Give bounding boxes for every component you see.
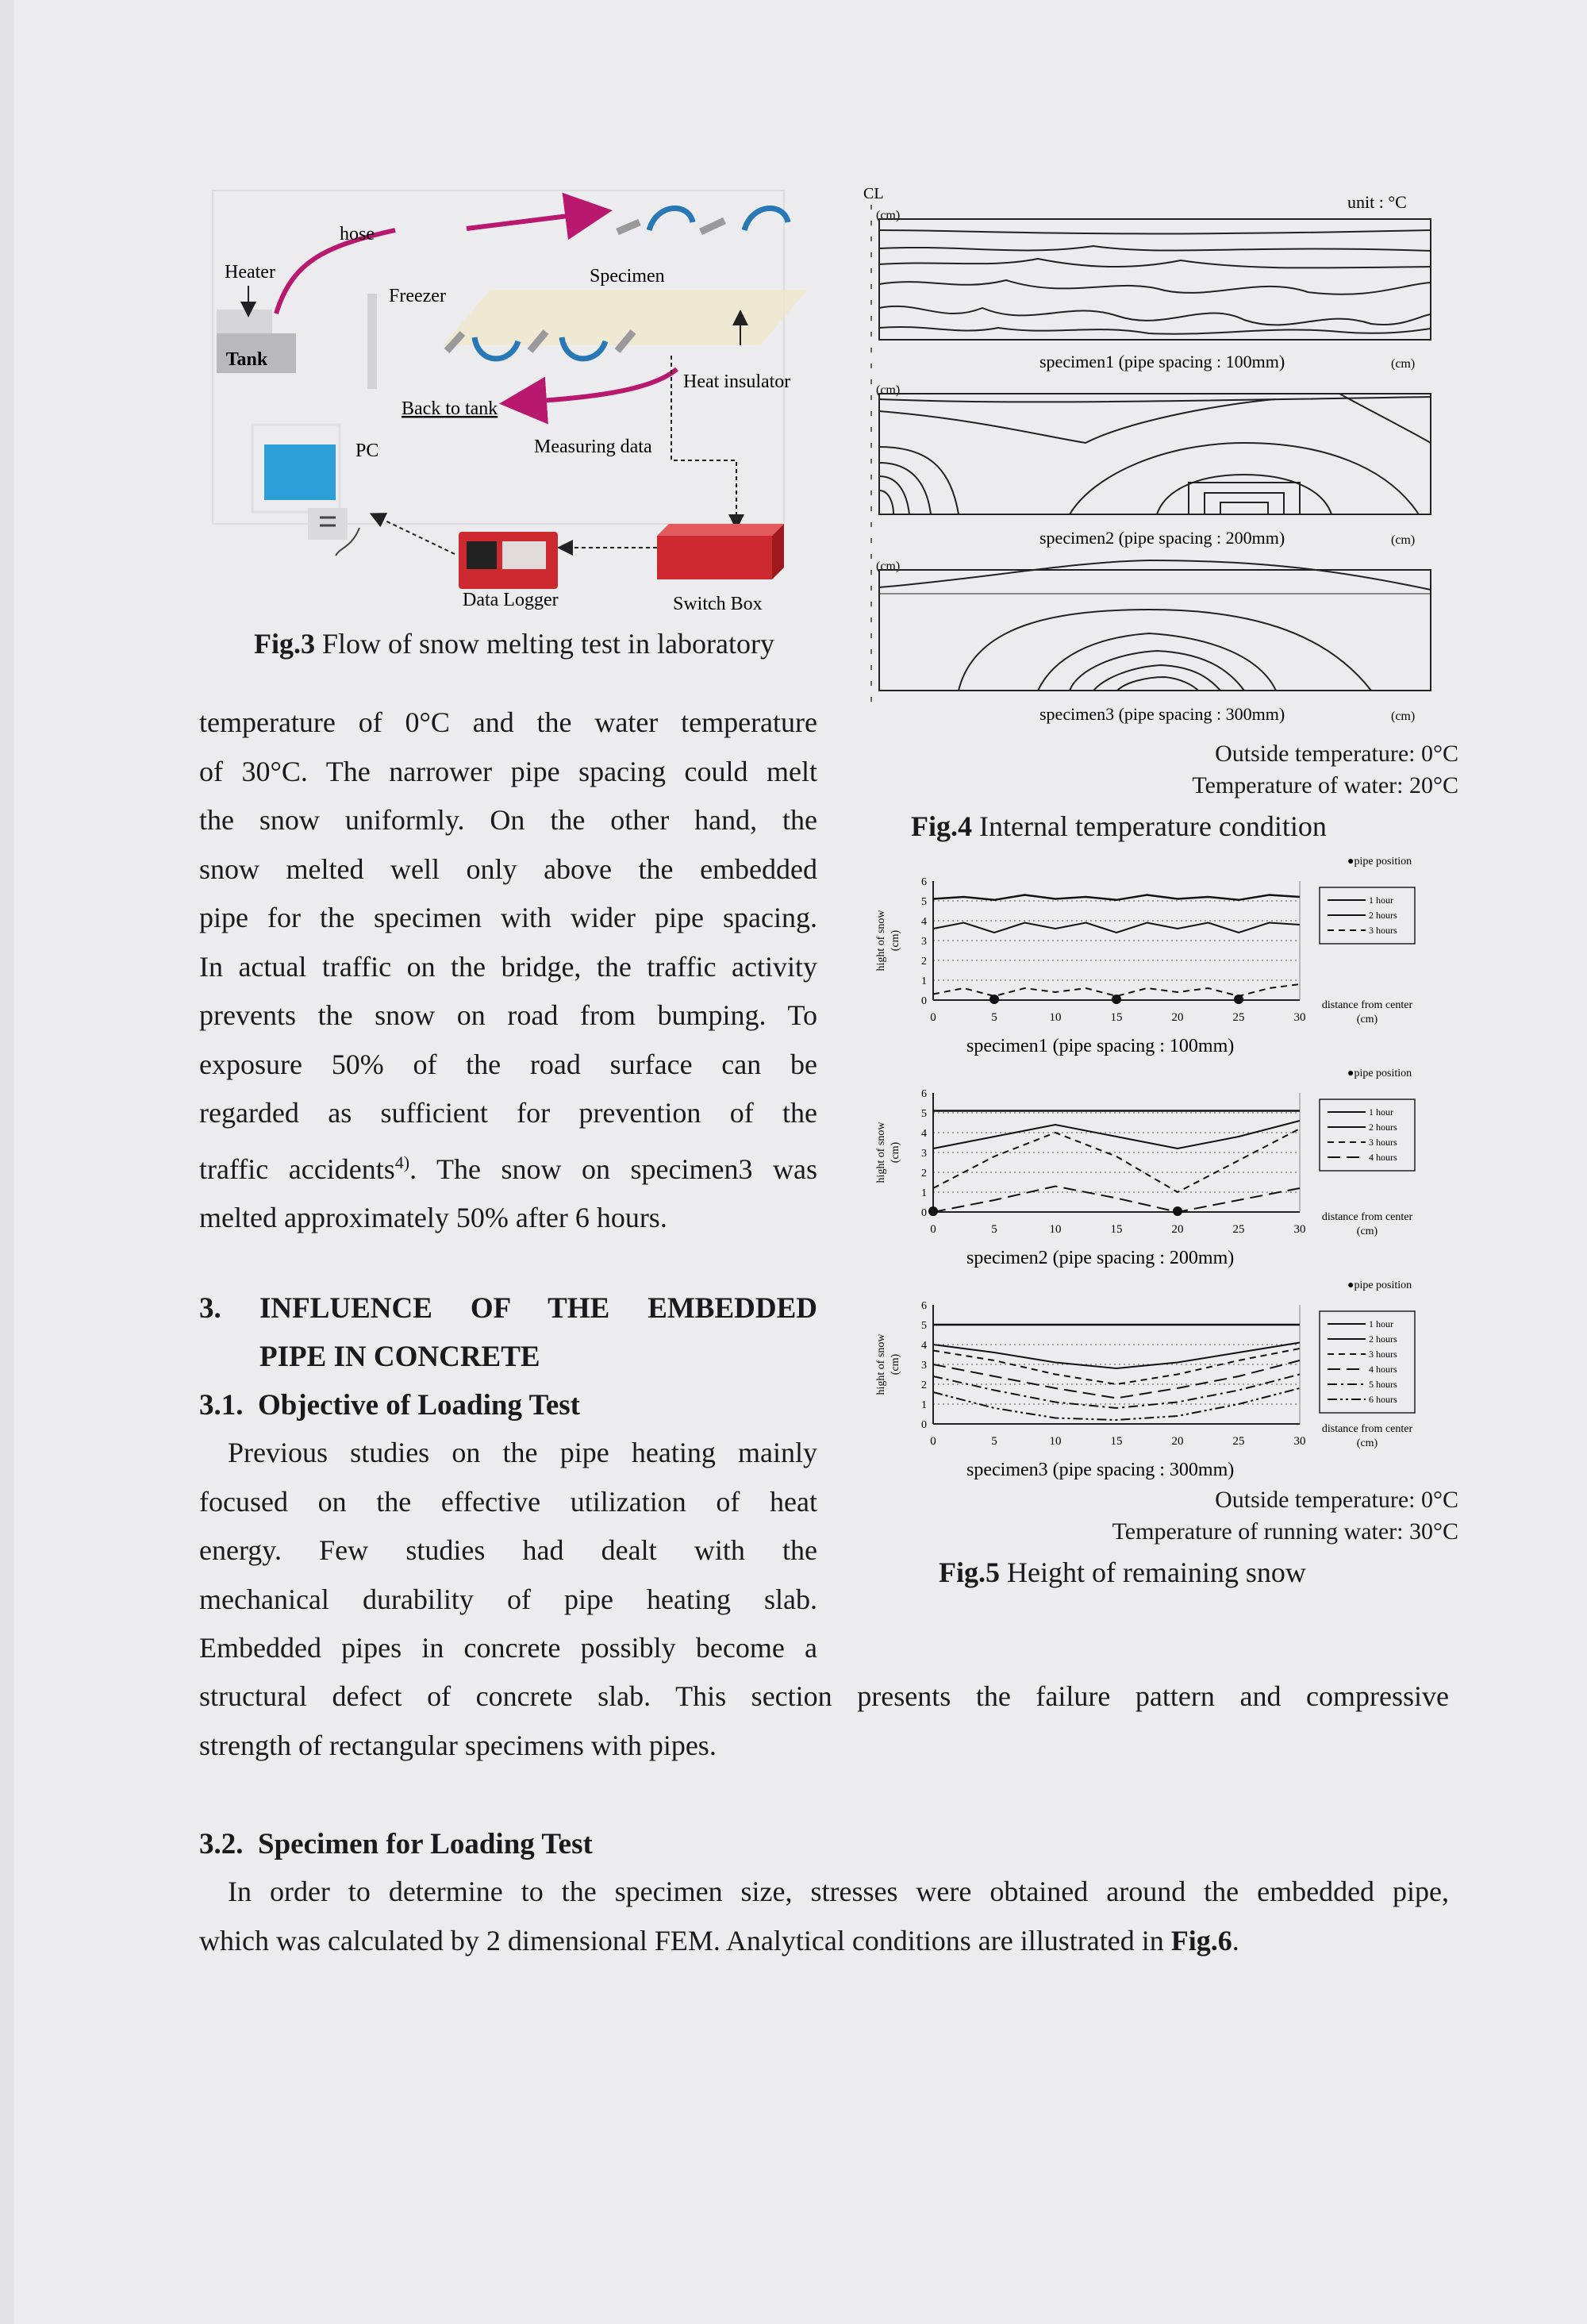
section-3-heading (199, 1284, 817, 1381)
text-line: snow melted well only above the embedded (199, 852, 817, 885)
switch-box-shape (657, 536, 772, 579)
y-tick-label: 0 (921, 1207, 927, 1219)
section-3-title-2: PIPE IN CONCRETE (259, 1341, 540, 1373)
series-line-1-hour (933, 895, 1300, 900)
label-tank: Tank (225, 349, 268, 370)
x-axis-unit: (cm) (1356, 1437, 1378, 1449)
x-tick-label: 0 (930, 1223, 936, 1236)
text-line: pipe for the specimen with wider pipe spacing. (199, 902, 817, 933)
text-line: energy. Few studies had dealt with the (199, 1534, 817, 1566)
fig4-panel-1-cm: (cm) (876, 209, 901, 222)
x-tick-label: 30 (1293, 1223, 1306, 1236)
legend-label: 2 hours (1369, 1122, 1397, 1133)
text-line: structural defect of concrete slab. This section presents the failure pattern and compressive (199, 1680, 1449, 1712)
y-tick-label: 3 (921, 936, 927, 948)
pipe-position-marker (1112, 995, 1121, 1004)
legend-box (1320, 1099, 1415, 1171)
y-tick-label: 6 (921, 876, 927, 888)
fig5-caption (939, 1556, 1415, 1589)
x-axis-label: distance from center (1321, 1211, 1413, 1223)
series-line-2-hours (933, 1343, 1300, 1369)
fig3-svg (205, 175, 840, 619)
text-line: prevents the snow on road from bumping. To (199, 999, 817, 1031)
y-tick-label: 1 (921, 1187, 927, 1199)
pipe-position-marker (989, 995, 999, 1004)
text-line: of 30°C. The narrower pipe spacing could melt (199, 755, 817, 787)
svg-text:(cm): (cm) (1391, 710, 1416, 723)
y-tick-label: 5 (921, 1108, 927, 1120)
return-arrow (518, 369, 677, 402)
text-line: the snow uniformly. On the other hand, the (199, 804, 817, 836)
fig5-caption-num: Fig.5 (939, 1556, 1000, 1588)
pipe-position-label: ●pipe position (1347, 1068, 1412, 1079)
logger-pc-arrow (375, 516, 455, 554)
fig4-panel-2-cm: (cm) (876, 383, 901, 397)
svg-text:(cm): (cm) (1391, 533, 1416, 547)
legend-label: 1 hour (1369, 1106, 1393, 1118)
section-3-num: 3. (199, 1292, 221, 1325)
y-axis-label: hight of snow (875, 1333, 887, 1395)
heater-shape (217, 310, 272, 333)
section-3-2-heading: 3.2. Specimen for Loading Test (199, 1828, 593, 1860)
legend-label: 4 hours (1369, 1152, 1397, 1163)
left-column-paragraph (199, 698, 817, 1243)
section-3-1-wide-lines (199, 1672, 1449, 1770)
data-logger-screen (467, 541, 497, 569)
pc-monitor (264, 444, 336, 500)
fig5-conditions (1046, 1484, 1458, 1548)
text-line: strength of rectangular specimens with pipes. (199, 1729, 717, 1761)
y-axis-unit: (cm) (890, 1353, 901, 1376)
section-3-2-paragraph (199, 1868, 1449, 1965)
x-tick-label: 0 (930, 1011, 936, 1024)
text-line: exposure 50% of the road surface can be (199, 1048, 817, 1080)
fig4-panel-3-cm: (cm) (876, 560, 901, 573)
fig5-condition-2: Temperature of running water: 30°C (1112, 1518, 1458, 1545)
series-line-4-hours (933, 1187, 1300, 1213)
x-tick-label: 5 (991, 1223, 997, 1236)
y-tick-label: 5 (921, 1320, 927, 1332)
x-tick-label: 15 (1110, 1435, 1123, 1448)
pipe-curve-2 (744, 208, 788, 230)
series-line-2-hours (933, 923, 1300, 933)
y-tick-label: 6 (921, 1088, 927, 1100)
y-tick-label: 2 (921, 1379, 927, 1391)
y-axis-label: hight of snow (875, 910, 887, 972)
fig4-diagram (832, 181, 1466, 737)
text-line: Embedded pipes in concrete possibly become a (199, 1632, 817, 1664)
series-line-3-hours (933, 1349, 1300, 1384)
pipe-curve-1 (649, 208, 693, 230)
x-tick-label: 15 (1110, 1223, 1123, 1236)
label-switch-box: Switch Box (673, 594, 763, 614)
y-tick-label: 4 (921, 916, 927, 928)
page (14, 0, 1587, 2324)
legend-label: 2 hours (1369, 1333, 1397, 1345)
x-tick-label: 10 (1049, 1011, 1062, 1024)
chart-title: specimen2 (pipe spacing : 200mm) (966, 1248, 1235, 1268)
x-tick-label: 30 (1293, 1435, 1306, 1448)
label-freezer: Freezer (389, 286, 446, 306)
hose-arrow (467, 213, 594, 229)
y-axis-unit: (cm) (890, 929, 901, 952)
fig4-panel-3-caption: specimen3 (pipe spacing : 300mm) (1039, 704, 1285, 724)
series-line-3-hours (933, 984, 1300, 996)
x-tick-label: 10 (1049, 1435, 1062, 1448)
y-tick-label: 0 (921, 1419, 927, 1431)
legend-label: 2 hours (1369, 910, 1397, 921)
y-tick-label: 0 (921, 995, 927, 1007)
x-tick-label: 25 (1232, 1223, 1245, 1236)
pc-keyboard (308, 508, 348, 540)
text-line: regarded as sufficient for prevention of the (199, 1097, 817, 1129)
section-3-1-left-lines (199, 1429, 817, 1673)
fig3-caption (213, 627, 816, 660)
fig4-caption (911, 810, 1419, 843)
legend-label: 3 hours (1369, 1137, 1397, 1148)
text-line: which was calculated by 2 dimensional FEM. Analytical conditions are illustrated in Fig.6. (199, 1924, 1239, 1957)
x-axis-label: distance from center (1321, 1423, 1413, 1435)
y-tick-label: 4 (921, 1128, 927, 1140)
series-line-2-hours (933, 1121, 1300, 1149)
x-tick-label: 20 (1171, 1435, 1184, 1448)
fig5-charts (863, 853, 1451, 1488)
text-line: melted approximately 50% after 6 hours. (199, 1202, 667, 1233)
fig4-condition-2: Temperature of water: 20°C (1192, 772, 1458, 798)
x-tick-label: 30 (1293, 1011, 1306, 1024)
x-tick-label: 20 (1171, 1011, 1184, 1024)
chart-title: specimen1 (pipe spacing : 100mm) (966, 1036, 1235, 1056)
fig4-condition-1: Outside temperature: 0°C (1215, 741, 1458, 767)
pipe-segment-1 (617, 222, 640, 232)
fig4-caption-text: Internal temperature condition (972, 810, 1327, 842)
text-line: Previous studies on the pipe heating mainly (228, 1437, 817, 1468)
fig3-caption-text: Flow of snow melting test in laboratory (315, 628, 774, 660)
y-tick-label: 5 (921, 896, 927, 908)
y-tick-label: 2 (921, 1168, 927, 1179)
section-3-1-heading: 3.1. Objective of Loading Test (199, 1389, 580, 1422)
label-data-logger: Data Logger (463, 590, 559, 610)
label-pc: PC (355, 441, 379, 461)
x-tick-label: 25 (1232, 1435, 1245, 1448)
y-tick-label: 6 (921, 1300, 927, 1312)
x-tick-label: 15 (1110, 1011, 1123, 1024)
label-specimen: Specimen (590, 266, 665, 287)
fig4-caption-num: Fig.4 (911, 810, 972, 842)
x-tick-label: 10 (1049, 1223, 1062, 1236)
label-back-to-tank: Back to tank (402, 398, 498, 419)
fig4-conditions (1070, 738, 1458, 802)
pipe-position-label: ●pipe position (1347, 1279, 1412, 1291)
y-tick-label: 3 (921, 1360, 927, 1372)
citation-ref: 4) (394, 1152, 410, 1172)
legend-label: 1 hour (1369, 895, 1393, 906)
pipe-position-marker (1173, 1206, 1182, 1216)
svg-text:(cm): (cm) (1391, 357, 1416, 371)
x-tick-label: 5 (991, 1435, 997, 1448)
fig4-panel-2 (876, 383, 1431, 548)
y-tick-label: 3 (921, 1148, 927, 1160)
label-heater: Heater (225, 262, 275, 283)
series-line-6-hours (933, 1388, 1300, 1420)
text-line: traffic accidents$^{4)}$. The snow on specimen3 was (199, 1152, 818, 1185)
fig5-chart-1 (875, 856, 1415, 1056)
y-tick-label: 4 (921, 1340, 927, 1352)
fig3-diagram (205, 175, 840, 619)
fig4-svg (832, 181, 1466, 737)
legend-label: 3 hours (1369, 1349, 1397, 1360)
label-hose: hose (340, 224, 375, 244)
section-3-title-1: INFLUENCE OF THE EMBEDDED (259, 1292, 817, 1325)
x-tick-label: 0 (930, 1435, 936, 1448)
fig5-chart-3 (875, 1279, 1415, 1480)
text-line: In actual traffic on the bridge, the traffic activity (199, 950, 817, 983)
fig5-svg (863, 853, 1451, 1488)
fig4-cl: CL (863, 185, 884, 202)
text-line: mechanical durability of pipe heating slab. (199, 1583, 817, 1615)
fig4-panel-2-caption: specimen2 (pipe spacing : 200mm) (1039, 528, 1285, 548)
hose-pipe (276, 230, 395, 314)
label-heat-insulator: Heat insulator (683, 371, 791, 392)
chart-title: specimen3 (pipe spacing : 300mm) (966, 1460, 1235, 1480)
x-axis-unit: (cm) (1356, 1014, 1378, 1025)
y-tick-label: 1 (921, 975, 927, 987)
fig4-panel-1 (876, 209, 1431, 371)
y-tick-label: 1 (921, 1399, 927, 1411)
pipe-segment-2 (701, 221, 724, 232)
legend-box (1320, 1311, 1415, 1413)
fig4-unit: unit : °C (1347, 192, 1407, 212)
y-axis-label: hight of snow (875, 1122, 887, 1183)
x-tick-label: 25 (1232, 1011, 1245, 1024)
pipe-position-label: ●pipe position (1347, 856, 1412, 868)
fig5-caption-text: Height of remaining snow (1000, 1556, 1306, 1588)
text-line: focused on the effective utilization of heat (199, 1485, 817, 1518)
legend-label: 5 hours (1369, 1379, 1397, 1390)
x-tick-label: 20 (1171, 1223, 1184, 1236)
data-logger-keys (502, 541, 546, 569)
legend-label: 3 hours (1369, 925, 1397, 936)
text-line: temperature of 0°C and the water temperature (199, 706, 817, 738)
fig6-reference: Fig.6 (1170, 1924, 1232, 1957)
y-tick-label: 2 (921, 956, 927, 968)
fig4-panel-1-caption: specimen1 (pipe spacing : 100mm) (1039, 352, 1285, 371)
legend-label: 1 hour (1369, 1318, 1393, 1329)
text-line: In order to determine to the specimen size, stresses were obtained around the embedded pipe, (228, 1876, 1449, 1907)
legend-label: 4 hours (1369, 1364, 1397, 1375)
label-measuring-data: Measuring data (534, 437, 652, 457)
y-axis-unit: (cm) (890, 1141, 901, 1164)
x-axis-unit: (cm) (1356, 1225, 1378, 1237)
pipe-position-marker (928, 1206, 938, 1216)
x-axis-label: distance from center (1321, 999, 1413, 1011)
x-tick-label: 5 (991, 1011, 997, 1024)
fig3-caption-num: Fig.3 (254, 628, 316, 660)
series-line-4-hours (933, 1360, 1300, 1399)
legend-label: 6 hours (1369, 1394, 1397, 1405)
fig5-condition-1: Outside temperature: 0°C (1215, 1487, 1458, 1513)
fig5-chart-2 (875, 1068, 1415, 1268)
fig4-panel-3 (876, 560, 1431, 724)
freezer-wall (367, 294, 377, 389)
pipe-position-marker (1234, 995, 1243, 1004)
